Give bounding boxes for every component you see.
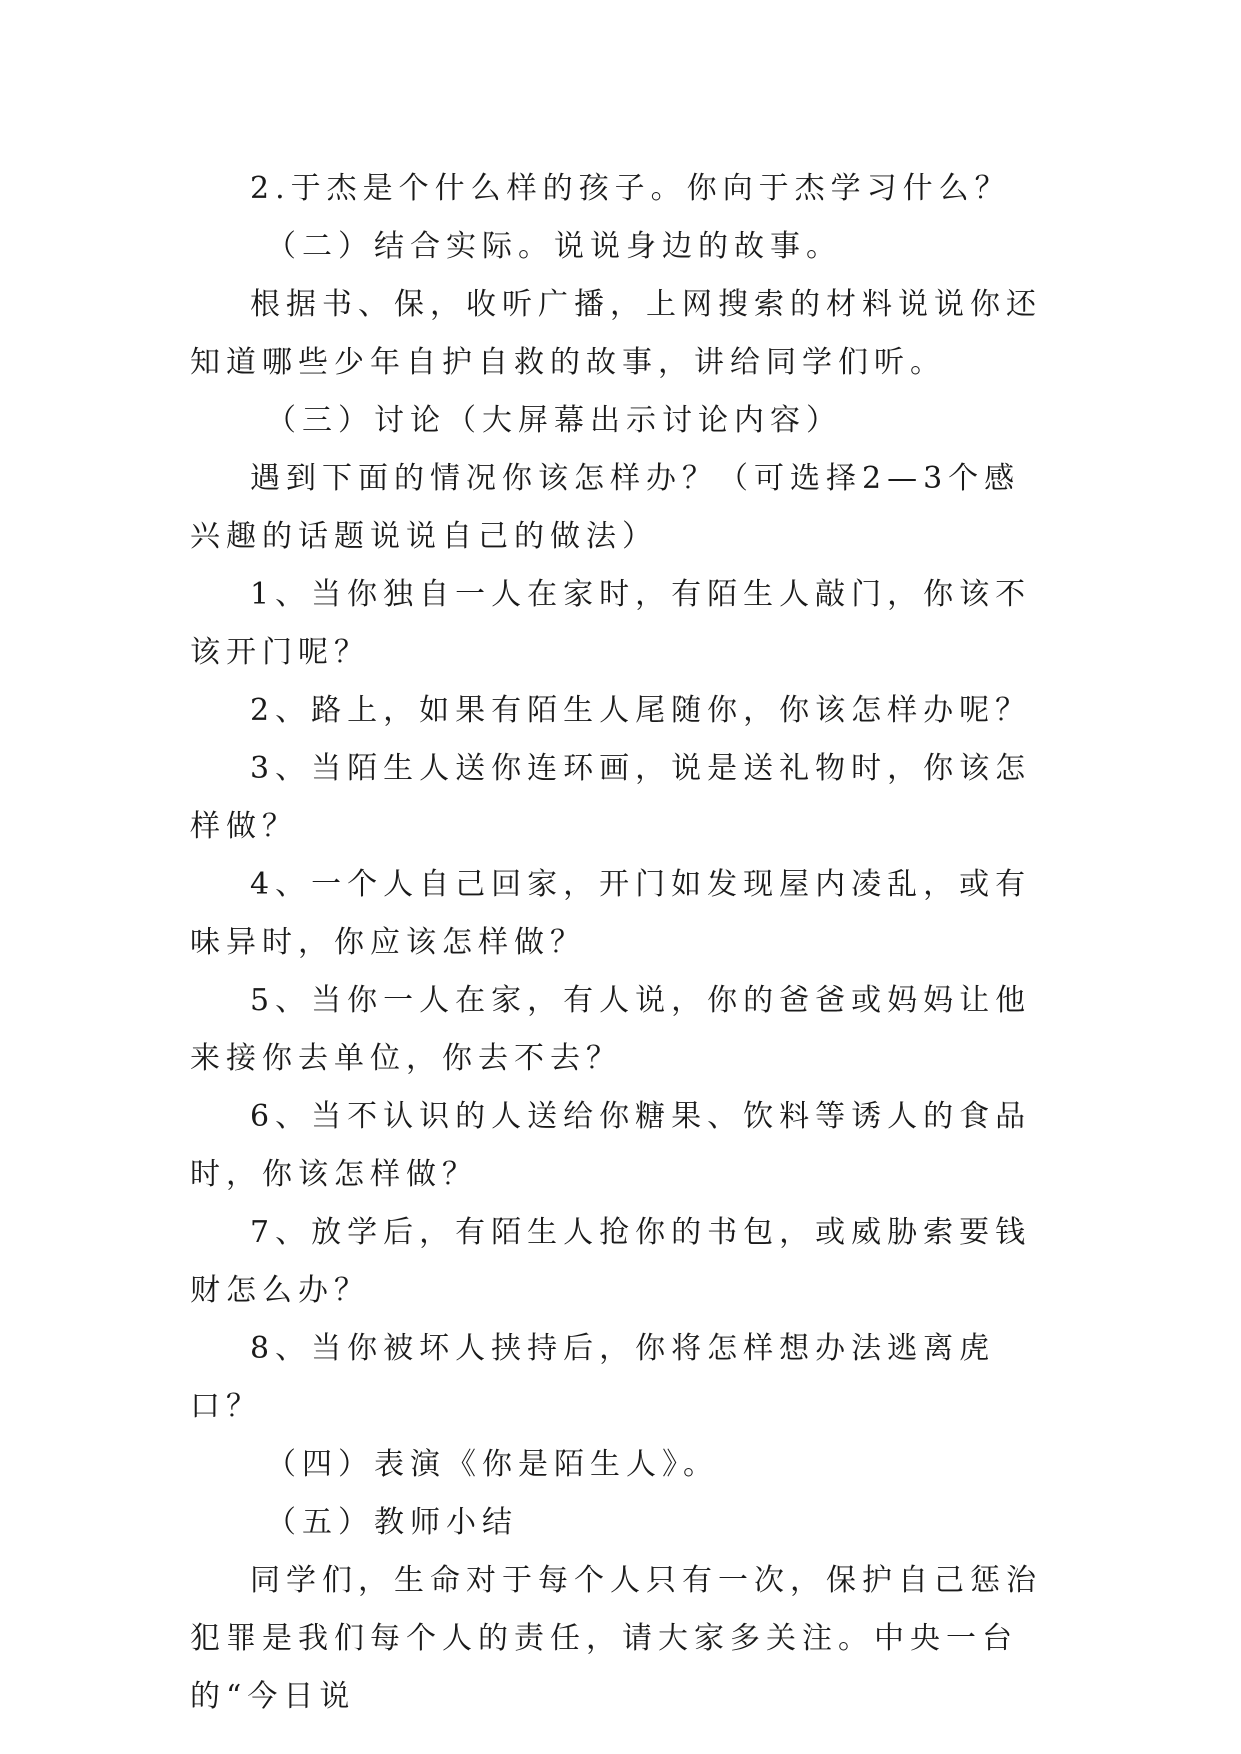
document-body	[190, 160, 1056, 1726]
list-item-7: 7、放学后，有陌生人抢你的书包，或威胁索要钱财怎么办？	[190, 1215, 1032, 1308]
section-heading-4: （四）表演《你是陌生人》。	[266, 1447, 719, 1482]
paragraph-situations-intro: 遇到下面的情况你该怎样办？（可选择2—3个感兴趣的话题说说自己的做法）	[190, 461, 1021, 554]
paragraph-stories: 根据书、保，收听广播，上网搜索的材料说说你还知道哪些少年自护自救的故事，讲给同学们听。	[190, 287, 1042, 380]
section-heading-2: （二）结合实际。说说身边的故事。	[266, 229, 842, 264]
section-heading-5: （五）教师小结	[266, 1505, 518, 1540]
list-item-4: 4、一个人自己回家，开门如发现屋内凌乱，或有味异时，你应该怎样做？	[190, 867, 1032, 960]
list-item-6: 6、当不认识的人送给你糖果、饮料等诱人的食品时，你该怎样做？	[190, 1099, 1032, 1192]
list-item-1: 1、当你独自一人在家时，有陌生人敲门，你该不该开门呢？	[190, 577, 1032, 670]
list-item-8: 8、当你被坏人挟持后，你将怎样想办法逃离虎口？	[190, 1331, 996, 1424]
section-heading-3: （三）讨论（大屏幕出示讨论内容）	[266, 403, 842, 438]
paragraph-summary: 同学们，生命对于每个人只有一次，保护自己惩治犯罪是我们每个人的责任，请大家多关注。中央一台的“今日说	[190, 1563, 1042, 1714]
list-item-3: 3、当陌生人送你连环画，说是送礼物时，你该怎样做？	[190, 751, 1032, 844]
list-item-2: 2、路上，如果有陌生人尾随你，你该怎样办呢？	[250, 693, 1032, 728]
paragraph-question-2: 2.于杰是个什么样的孩子。你向于杰学习什么？	[250, 171, 1011, 206]
list-item-5: 5、当你一人在家，有人说，你的爸爸或妈妈让他来接你去单位，你去不去？	[190, 983, 1032, 1076]
